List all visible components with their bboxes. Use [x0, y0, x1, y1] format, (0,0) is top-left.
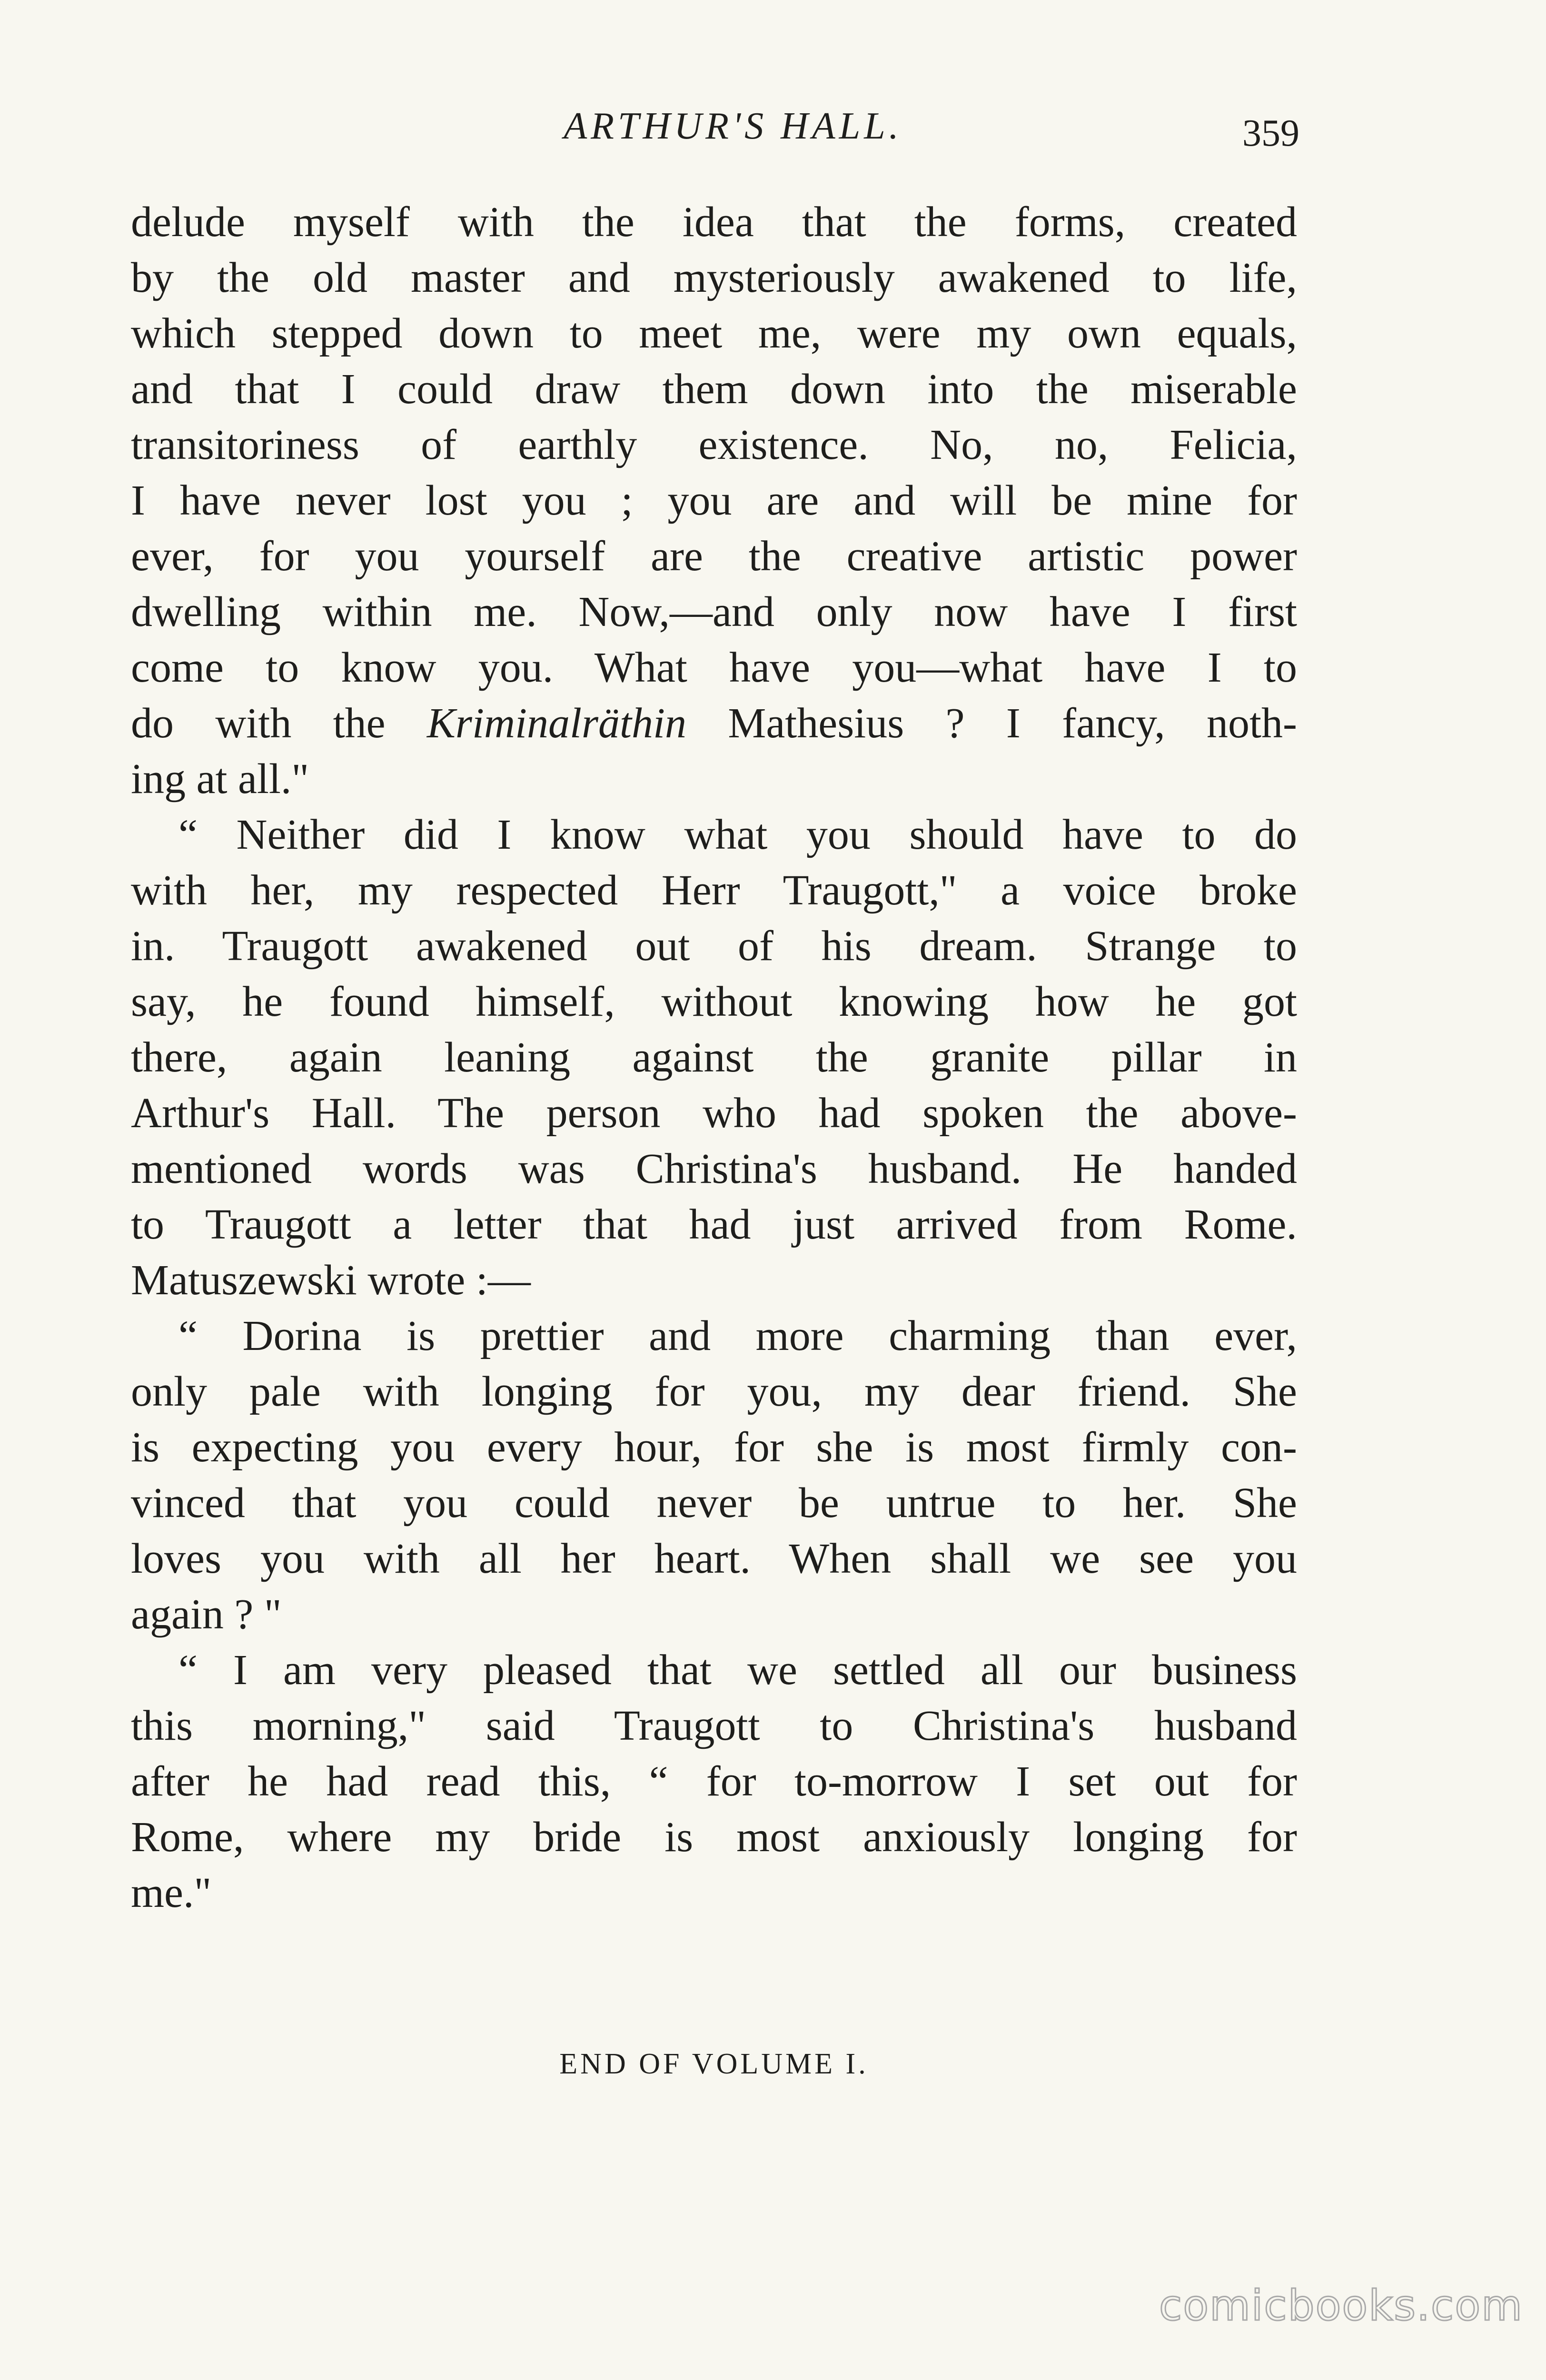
text-line: ing at all."	[131, 755, 309, 803]
text-line: delude myself with the idea that the forms, created	[131, 198, 1297, 246]
watermark-logo: comicbooks.com	[1159, 2281, 1523, 2330]
text-line: me."	[131, 1869, 212, 1916]
text-line: is expecting you every hour, for she is most firmly con-	[131, 1424, 1297, 1471]
text-line: Rome, where my bride is most anxiously longing for	[131, 1814, 1297, 1861]
text-line: this morning," said Traugott to Christina's husband	[131, 1702, 1297, 1749]
italic-term: Kriminalräthin	[426, 700, 687, 747]
text-line: with her, my respected Herr Traugott," a voice broke	[131, 867, 1297, 914]
running-title: ARTHUR'S HALL.	[564, 105, 902, 147]
text-line: again ? "	[131, 1591, 282, 1638]
text-line: “ Neither did I know what you should have to do	[178, 811, 1297, 858]
text-line: dwelling within me. Now,—and only now have I first	[131, 588, 1297, 635]
body-text	[131, 194, 1297, 1921]
text-line: “ I am very pleased that we settled all our business	[178, 1646, 1297, 1694]
text-segment: Mathesius ? I fancy, noth-	[686, 700, 1297, 747]
text-line: loves you with all her heart. When shall we see you	[131, 1535, 1297, 1582]
text-line	[131, 695, 1297, 751]
text-segment: do with the	[131, 700, 427, 747]
text-line: only pale with longing for you, my dear friend. She	[131, 1368, 1297, 1415]
text-line: to Traugott a letter that had just arrived from Rome.	[131, 1201, 1297, 1248]
text-line: after he had read this, “ for to-morrow I set out for	[131, 1758, 1297, 1805]
text-line: vinced that you could never be untrue to her. She	[131, 1479, 1297, 1527]
text-line: by the old master and mysteriously awakened to life,	[131, 254, 1297, 301]
text-line: in. Traugott awakened out of his dream. Strange to	[131, 922, 1297, 970]
end-of-volume-note: END OF VOLUME I.	[559, 2048, 869, 2080]
text-line: ever, for you yourself are the creative artistic power	[131, 533, 1297, 580]
text-line: and that I could draw them down into the miserable	[131, 366, 1297, 413]
text-line: mentioned words was Christina's husband. He handed	[131, 1145, 1297, 1192]
text-line: come to know you. What have you—what have I to	[131, 644, 1297, 691]
text-line: Matuszewski wrote :—	[131, 1257, 531, 1304]
text-line: I have never lost you ; you are and will be mine for	[131, 477, 1297, 524]
text-line: say, he found himself, without knowing how he got	[131, 978, 1297, 1025]
text-line: transitoriness of earthly existence. No, no, Felicia,	[131, 421, 1297, 468]
text-line: there, again leaning against the granite pillar in	[131, 1034, 1297, 1081]
text-line: Arthur's Hall. The person who had spoken the above-	[131, 1090, 1297, 1137]
text-line: “ Dorina is prettier and more charming than ever,	[178, 1312, 1297, 1359]
page-number: 359	[1242, 112, 1299, 154]
text-line: which stepped down to meet me, were my own equals,	[131, 310, 1297, 357]
